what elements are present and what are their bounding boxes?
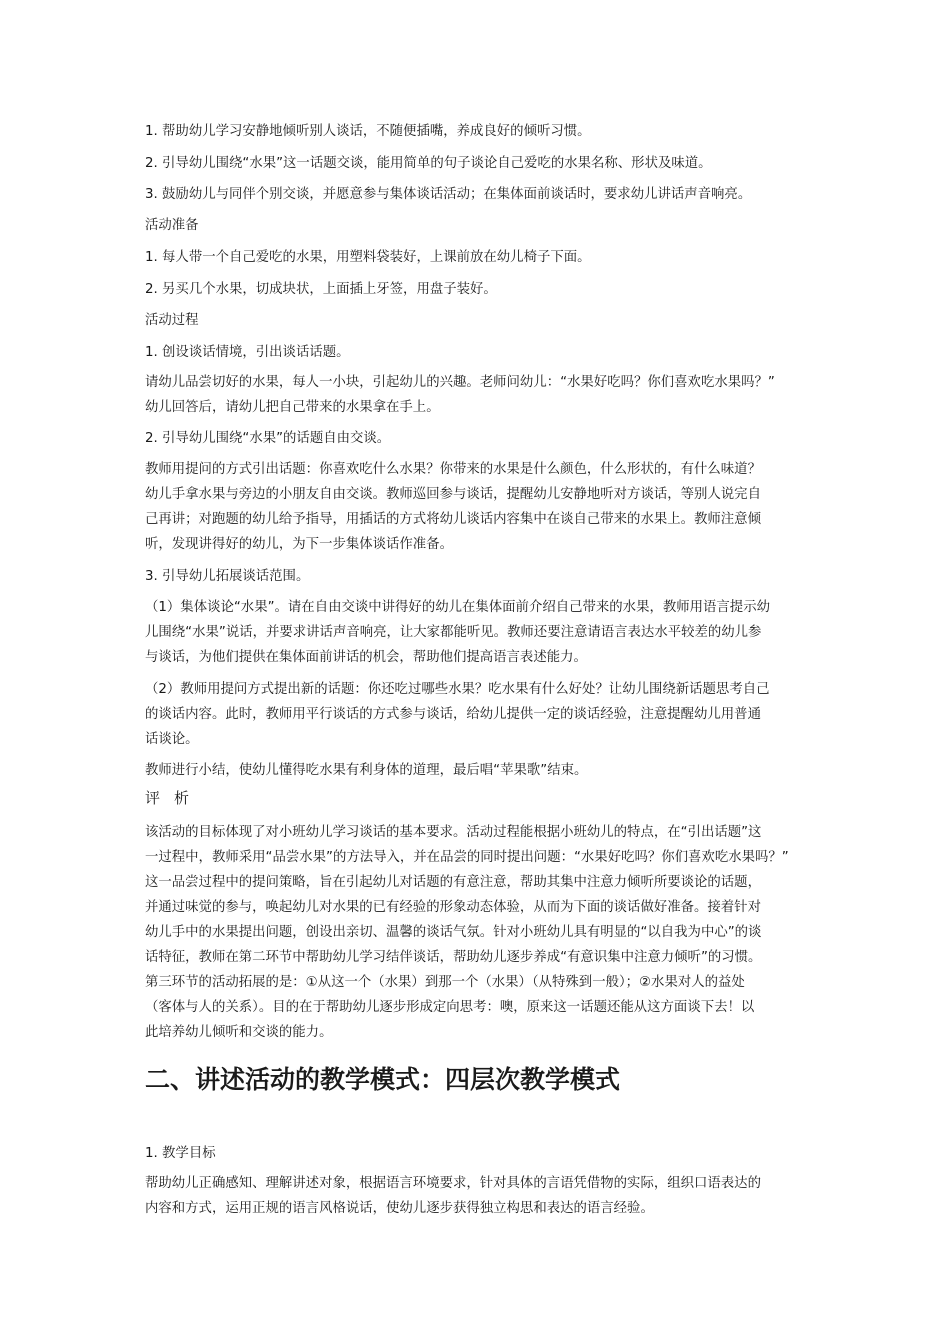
paragraph-line: 并通过味觉的参与，唤起幼儿对水果的已有经验的形象动态体验，从而为下面的谈话做好准备。接着针对 [145,900,761,915]
goal-item: 3. 鼓励幼儿与同伴个别交谈，并愿意参与集体谈话活动；在集体面前谈话时，要求幼儿讲话声音响亮。 [145,187,752,202]
step-title: 1. 创设谈话情境，引出谈话话题。 [145,345,350,360]
prep-item: 1. 每人带一个自己爱吃的水果，用塑料袋装好，上课前放在幼儿椅子下面。 [145,250,591,265]
paragraph-line: 儿围绕“水果”说话，并要求讲话声音响亮，让大家都能听见。教师还要注意请语言表达水平较差的幼儿参 [145,625,762,640]
paragraph-line: 听，发现讲得好的幼儿，为下一步集体谈话作准备。 [145,537,453,552]
paragraph-line: 一过程中，教师采用“品尝水果”的方法导入，并在品尝的同时提出问题：“水果好吃吗？你们喜欢吃水果吗？” [145,850,789,865]
paragraph-line: 的谈话内容。此时，教师用平行谈话的方式参与谈话，给幼儿提供一定的谈话经验，注意提醒幼儿用普通 [145,707,761,722]
paragraph-line: （2）教师用提问方式提出新的话题：你还吃过哪些水果？吃水果有什么好处？让幼儿围绕新话题思考自己 [145,682,770,697]
section-title-analysis: 评析 [145,789,204,807]
section-title-preparation: 活动准备 [145,218,199,233]
section-heading: 二、讲述活动的教学模式：四层次教学模式 [145,1065,621,1094]
prep-item: 2. 另买几个水果，切成块状，上面插上牙签，用盘子装好。 [145,282,497,297]
paragraph-line: 教师用提问的方式引出话题：你喜欢吃什么水果？你带来的水果是什么颜色，什么形状的，有什么味道？ [145,462,761,477]
paragraph-line: 话特征，教师在第二环节中帮助幼儿学习结伴谈话，帮助幼儿逐步养成“有意识集中注意力倾听”的习惯。 [145,950,762,965]
paragraph-line: （客体与人的关系）。目的在于帮助幼儿逐步形成定向思考：噢，原来这一话题还能从这方面谈下去！以 [145,1000,755,1015]
summary-line: 教师进行小结，使幼儿懂得吃水果有利身体的道理，最后唱“苹果歌”结束。 [145,763,588,778]
paragraph-line: 己再讲；对跑题的幼儿给予指导，用插话的方式将幼儿谈话内容集中在谈自己带来的水果上。教师注意倾 [145,512,761,527]
paragraph-line: 帮助幼儿正确感知、理解讲述对象，根据语言环境要求，针对具体的言语凭借物的实际，组织口语表达的 [145,1176,761,1191]
paragraph-line: 请幼儿品尝切好的水果，每人一小块，引起幼儿的兴趣。老师问幼儿：“水果好吃吗？你们喜欢吃水果吗？” [145,375,775,390]
paragraph-line: 幼儿回答后，请幼儿把自己带来的水果拿在手上。 [145,400,440,415]
paragraph-line: 内容和方式，运用正规的语言风格说话，使幼儿逐步获得独立构思和表达的语言经验。 [145,1201,654,1216]
paragraph-line: 此培养幼儿倾听和交谈的能力。 [145,1025,333,1040]
paragraph-line: 幼儿手中的水果提出问题，创设出亲切、温馨的谈话气氛。针对小班幼儿具有明显的“以自我为中心”的谈 [145,925,762,940]
goal-item: 1. 帮助幼儿学习安静地倾听别人谈话，不随便插嘴，养成良好的倾听习惯。 [145,124,591,139]
paragraph-line: 话谈论。 [145,732,199,747]
step-title: 2. 引导幼儿围绕“水果”的话题自由交谈。 [145,431,391,446]
paragraph-line: 该活动的目标体现了对小班幼儿学习谈话的基本要求。活动过程能根据小班幼儿的特点，在“引出话题”这 [145,825,762,840]
paragraph-line: 这一品尝过程中的提问策略，旨在引起幼儿对话题的有意注意，帮助其集中注意力倾听所要谈论的话题， [145,875,761,890]
section-title-process: 活动过程 [145,313,199,328]
paragraph-line: 第三环节的活动拓展的是：①从这一个（水果）到那一个（水果）（从特殊到一般）；②水果对人的益处 [145,975,745,990]
goal-item: 2. 引导幼儿围绕“水果”这一话题交谈，能用简单的句子谈论自己爱吃的水果名称、形状及味道。 [145,156,712,171]
paragraph-line: 幼儿手拿水果与旁边的小朋友自由交谈。教师巡回参与谈话，提醒幼儿安静地听对方谈话，等别人说完自 [145,487,761,502]
paragraph-line: 与谈话，为他们提供在集体面前讲话的机会，帮助他们提高语言表述能力。 [145,650,587,665]
step-title: 3. 引导幼儿拓展谈话范围。 [145,569,310,584]
paragraph-line: （1）集体谈论“水果”。请在自由交谈中讲得好的幼儿在集体面前介绍自己带来的水果，教师用语言提示幼 [145,600,770,615]
subsection-title: 1. 教学目标 [145,1146,216,1161]
